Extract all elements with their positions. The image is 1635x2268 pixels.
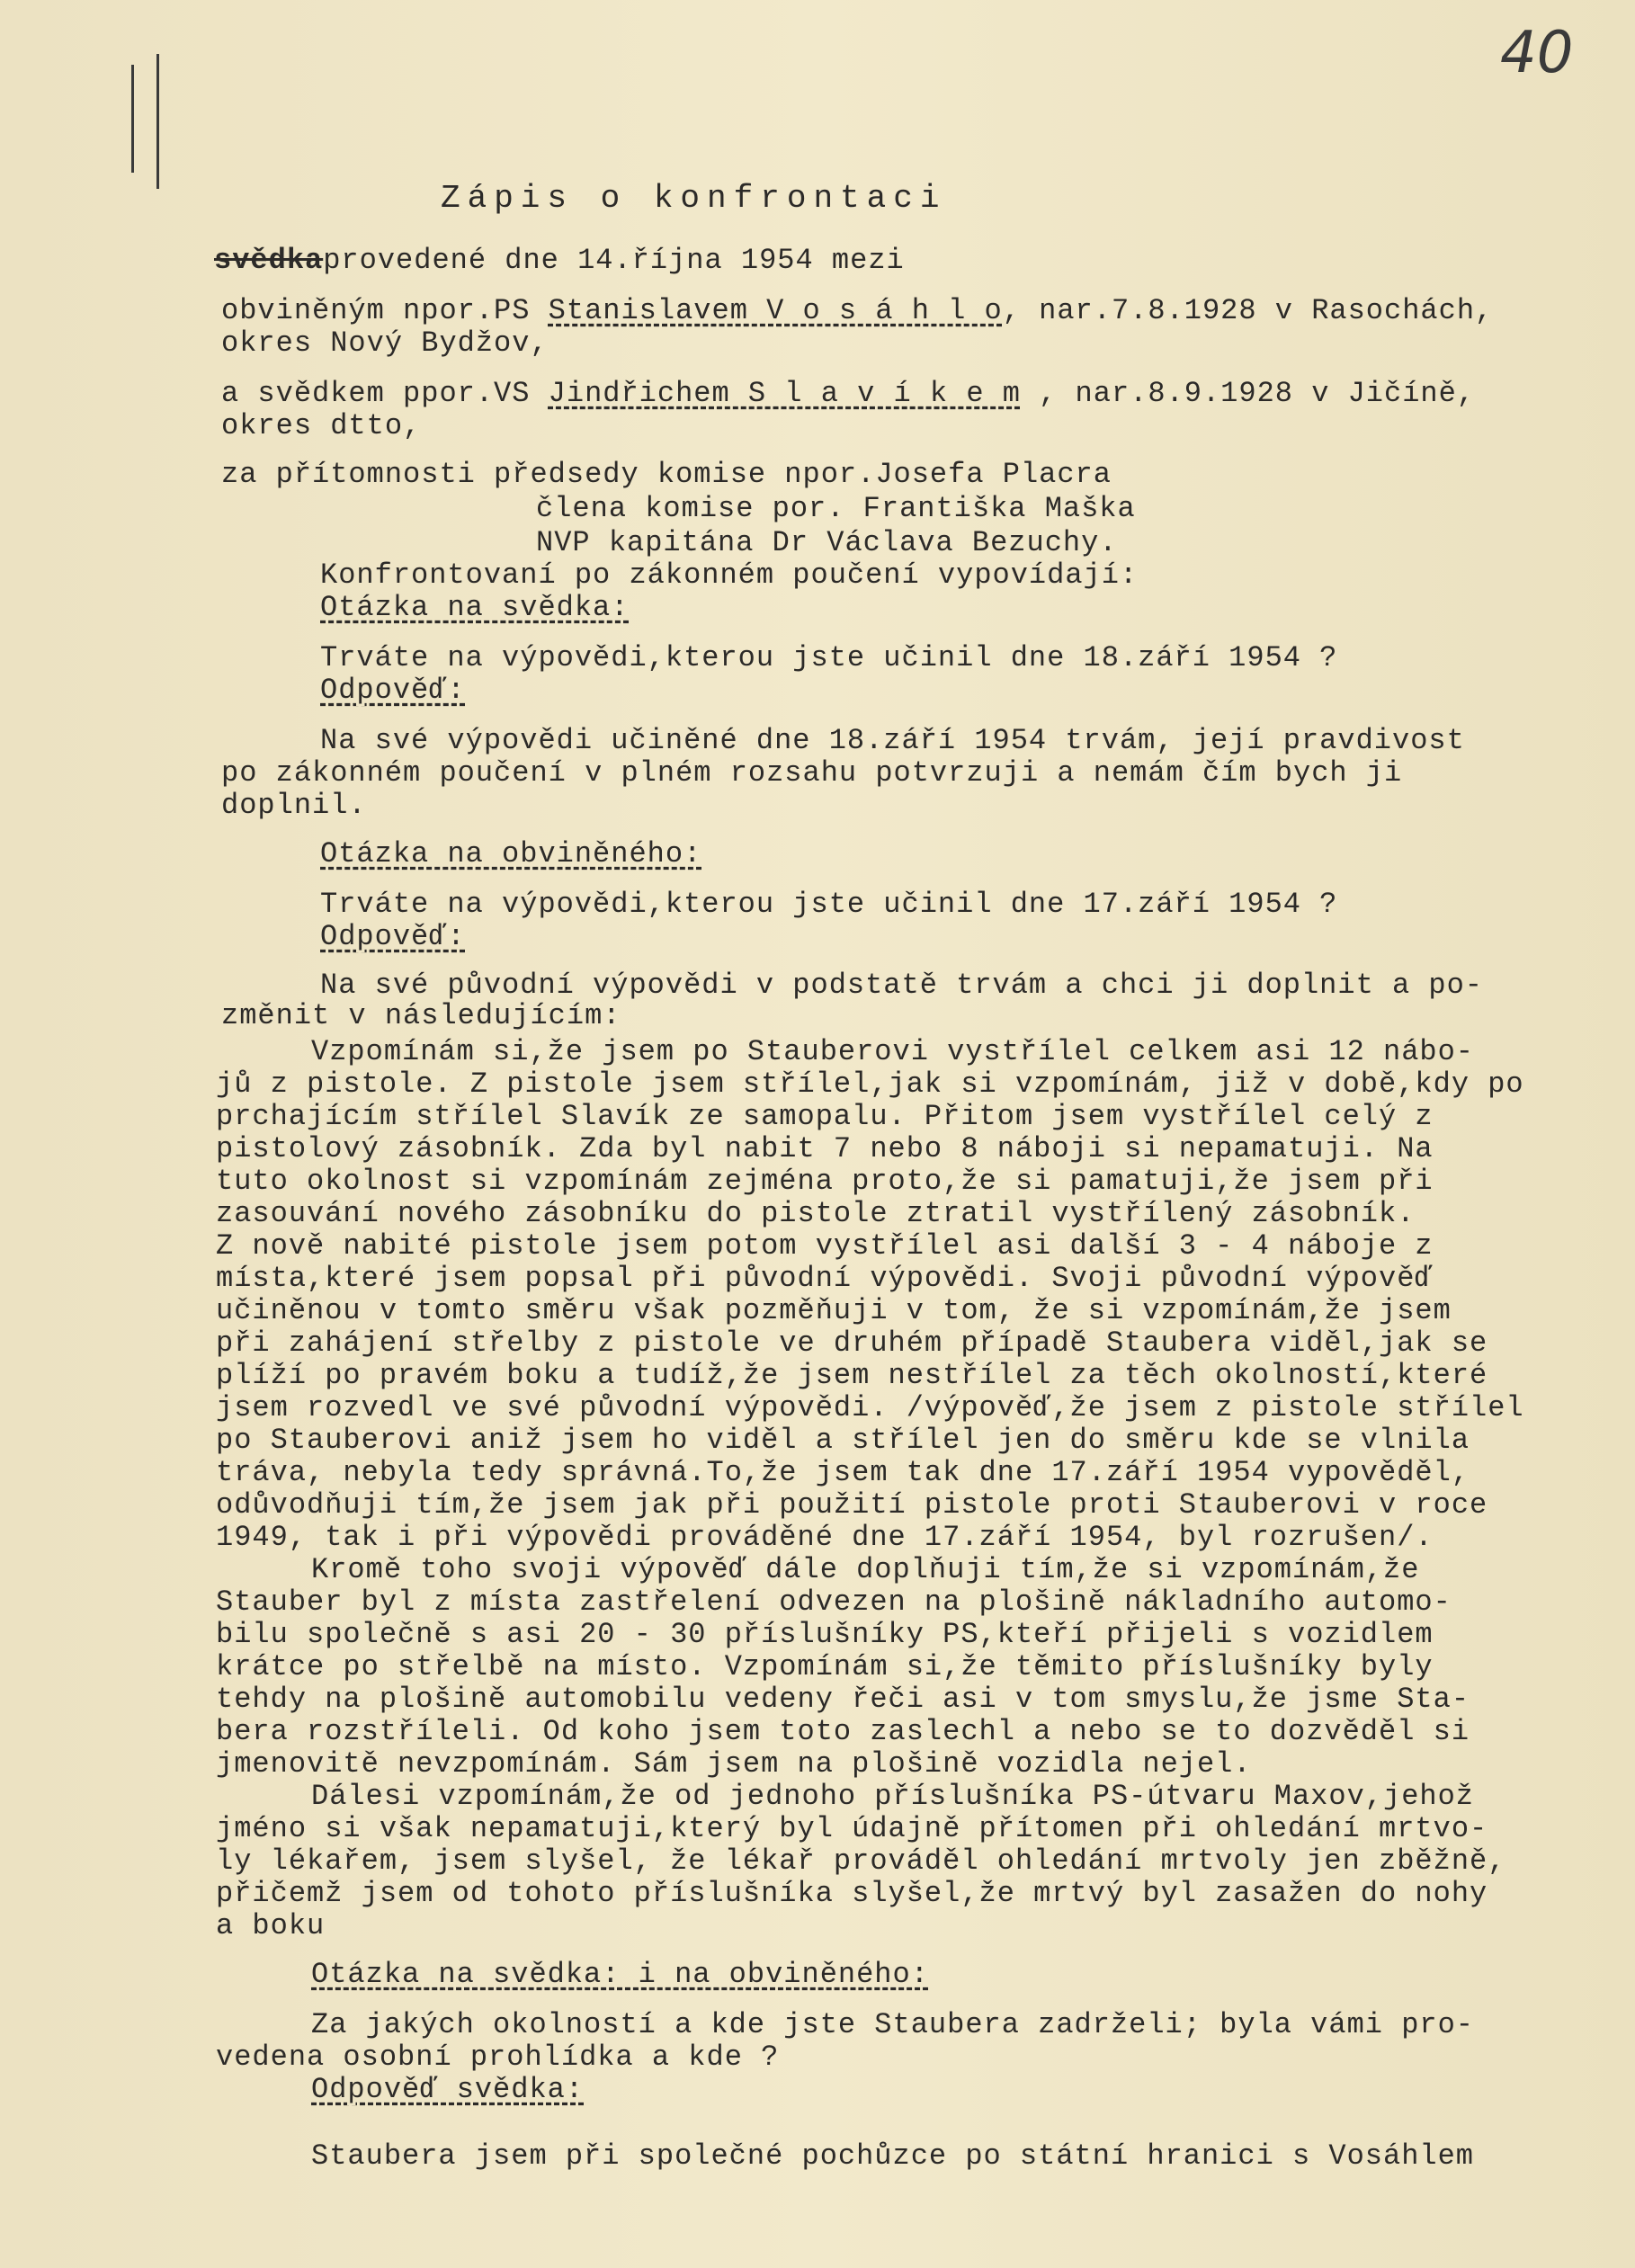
- text-line: [311, 2140, 1474, 2173]
- text-segment: tehdy na plošině automobilu vedeny řeči asi v tom smyslu,že jsme Sta-: [216, 1683, 1470, 1716]
- text-segment: 1949, tak i při výpovědi prováděné dne 17.září 1954, byl rozrušen/.: [216, 1521, 1434, 1554]
- text-line: [320, 592, 629, 624]
- text-line: [221, 459, 1112, 491]
- text-segment: při zahájení střelby z pistole ve druhém případě Staubera viděl,jak se: [216, 1326, 1488, 1360]
- text-segment: za přítomnosti předsedy komise npor.Josefa Placra: [221, 458, 1112, 491]
- text-segment: místa,které jsem popsal při původní výpovědi. Svoji původní výpověď: [216, 1262, 1434, 1295]
- underlined-text: Odpověď:: [320, 920, 466, 953]
- text-segment: změnit v následujícím:: [221, 999, 621, 1032]
- text-line: [216, 1813, 1488, 1845]
- text-line: [216, 1845, 1505, 1878]
- text-segment: jů z pistole. Z pistole jsem střílel,jak si vzpomínám, již v době,kdy po: [216, 1067, 1524, 1101]
- text-segment: obviněným npor.PS: [221, 294, 549, 327]
- text-line: [320, 642, 1337, 674]
- text-line: [311, 2009, 1474, 2041]
- text-line: [216, 1295, 1452, 1327]
- text-segment: , nar.7.8.1928 v Rasochách,: [1002, 294, 1494, 327]
- text-segment: doplnil.: [221, 789, 367, 822]
- text-line: [216, 1360, 1488, 1392]
- text-line: [216, 1489, 1488, 1522]
- underlined-text: Otázka na obviněného:: [320, 837, 702, 871]
- text-segment: učiněnou v tomto směru však pozměňuji v tom, že si vzpomínám,že jsem: [216, 1294, 1452, 1327]
- text-segment: Z nově nabité pistole jsem potom vystřílel asi další 3 - 4 náboje z: [216, 1229, 1434, 1263]
- text-line: [216, 1619, 1434, 1651]
- text-line: [221, 378, 1475, 410]
- text-line: [216, 1522, 1434, 1554]
- text-segment: provedené dne 14.října 1954 mezi: [323, 244, 905, 277]
- text-line: [221, 295, 1493, 327]
- text-segment: Na své původní výpovědi v podstatě trvám a chci ji doplnit a po-: [320, 969, 1483, 1002]
- text-segment: po Stauberovi aniž jsem ho viděl a střílel jen do směru kde se vlnila: [216, 1424, 1470, 1457]
- text-segment: tráva, nebyla tedy správná.To,že jsem tak dne 17.září 1954 vypověděl,: [216, 1456, 1470, 1489]
- margin-mark-right: [156, 54, 159, 189]
- text-line: [216, 1263, 1434, 1295]
- text-segment: a boku: [216, 1909, 326, 1942]
- text-line: [216, 1327, 1488, 1360]
- text-line: [216, 1133, 1434, 1165]
- text-line: [216, 1651, 1434, 1683]
- text-line: [311, 1554, 1419, 1586]
- text-line: [311, 2074, 584, 2106]
- text-line: [216, 1586, 1452, 1619]
- text-line: [320, 888, 1337, 921]
- text-segment: prchajícím střílel Slavík ze samopalu. Přitom jsem vystřílel celý z: [216, 1100, 1434, 1133]
- text-line: [216, 1716, 1470, 1748]
- text-line: [221, 327, 549, 360]
- text-segment: bera rozstříleli. Od koho jsem toto zaslechl a nebo se to dozvěděl si: [216, 1715, 1470, 1748]
- text-segment: člena komise por. Františka Maška: [536, 492, 1136, 525]
- text-segment: , nar.8.9.1928 v Jičíně,: [1020, 377, 1476, 410]
- text-line: [216, 1683, 1470, 1716]
- text-segment: po zákonném poučení v plném rozsahu potvrzuji a nemám čím bych ji: [221, 756, 1403, 790]
- text-line: [216, 1457, 1470, 1489]
- text-line: [536, 493, 1136, 525]
- text-line: [216, 1424, 1470, 1457]
- text-segment: okres dtto,: [221, 409, 422, 442]
- text-line: [221, 790, 367, 822]
- text-segment: jméno si však nepamatuji,který byl údajně přítomen při ohledání mrtvo-: [216, 1812, 1488, 1845]
- text-segment: jsem rozvedl ve své původní výpovědi. /výpověď,že jsem z pistole střílel: [216, 1391, 1524, 1424]
- text-line: [216, 1068, 1524, 1101]
- underlined-text: Jindřichem S l a v í k e m: [548, 377, 1021, 410]
- text-segment: odůvodňuji tím,že jsem jak při použití pistole proti Stauberovi v roce: [216, 1488, 1488, 1522]
- page-number: 40: [1500, 20, 1574, 86]
- text-line: [216, 1392, 1524, 1424]
- text-line: [216, 1878, 1488, 1910]
- text-line: [311, 1036, 1474, 1068]
- text-segment: vedena osobní prohlídka a kde ?: [216, 2040, 780, 2074]
- text-segment: Kromě toho svoji výpověď dále doplňuji tím,že si vzpomínám,že: [311, 1553, 1420, 1586]
- text-line: [214, 245, 905, 277]
- text-line: [320, 969, 1483, 1002]
- text-line: [536, 527, 1118, 559]
- text-line: [320, 725, 1465, 757]
- text-segment: Za jakých okolností a kde jste Staubera zadrželi; byla vámi pro-: [311, 2008, 1474, 2041]
- text-segment: plíží po pravém boku a tudíž,že jsem nestřílel za těch okolností,které: [216, 1359, 1488, 1392]
- text-segment: zasouvání nového zásobníku do pistole ztratil vystřílený zásobník.: [216, 1197, 1416, 1230]
- text-segment: Konfrontovaní po zákonném poučení vypovídají:: [320, 558, 1139, 592]
- text-segment: a svědkem ppor.VS: [221, 377, 549, 410]
- text-segment: Trváte na výpovědi,kterou jste učinil dne 18.září 1954 ?: [320, 641, 1338, 674]
- text-segment: Dálesi vzpomínám,že od jednoho příslušníka PS-útvaru Maxov,jehož: [311, 1780, 1474, 1813]
- text-segment: tuto okolnost si vzpomínám zejména proto,že si pamatuji,že jsem při: [216, 1165, 1434, 1198]
- margin-mark-left: [131, 65, 134, 173]
- text-segment: jmenovitě nevzpomínám. Sám jsem na plošině vozidla nejel.: [216, 1747, 1252, 1781]
- underlined-text: Otázka na svědka: i na obviněného:: [311, 1958, 929, 1991]
- underlined-text: Odpověď svědka:: [311, 2073, 585, 2106]
- text-line: [320, 674, 466, 707]
- text-segment: NVP kapitána Dr Václava Bezuchy.: [536, 526, 1118, 559]
- text-line: [216, 2041, 779, 2074]
- text-line: [320, 559, 1138, 592]
- text-segment: Stauber byl z místa zastřelení odvezen na plošině nákladního automo-: [216, 1585, 1452, 1619]
- document-title: Zápis o konfrontaci: [441, 180, 947, 217]
- text-segment: Vzpomínám si,že jsem po Stauberovi vystřílel celkem asi 12 nábo-: [311, 1035, 1474, 1068]
- text-segment: Na své výpovědi učiněné dne 18.září 1954 trvám, její pravdivost: [320, 724, 1465, 757]
- text-line: [221, 757, 1402, 790]
- text-line: [311, 1959, 929, 1991]
- text-line: [320, 838, 701, 871]
- text-line: [216, 1910, 325, 1942]
- text-line: [216, 1165, 1434, 1198]
- text-line: [221, 1000, 621, 1032]
- text-line: [311, 1781, 1474, 1813]
- underlined-text: Odpověď:: [320, 674, 466, 707]
- text-line: [216, 1230, 1434, 1263]
- text-line: [320, 921, 466, 953]
- text-line: [216, 1198, 1415, 1230]
- text-segment: Staubera jsem při společné pochůzce po státní hranici s Vosáhlem: [311, 2139, 1474, 2173]
- text-segment: okres Nový Bydžov,: [221, 326, 549, 360]
- underlined-text: Stanislavem V o s á h l o: [548, 294, 1003, 327]
- struck-text: svědka: [214, 244, 324, 277]
- text-line: [216, 1748, 1252, 1781]
- text-segment: přičemž jsem od tohoto příslušníka slyšel,že mrtvý byl zasažen do nohy: [216, 1877, 1488, 1910]
- text-segment: pistolový zásobník. Zda byl nabit 7 nebo 8 náboji si nepamatuji. Na: [216, 1132, 1434, 1165]
- text-segment: Trváte na výpovědi,kterou jste učinil dne 17.září 1954 ?: [320, 888, 1338, 921]
- text-line: [221, 410, 421, 442]
- text-line: [216, 1101, 1434, 1133]
- text-segment: ly lékařem, jsem slyšel, že lékař prováděl ohledání mrtvoly jen zběžně,: [216, 1844, 1506, 1878]
- underlined-text: Otázka na svědka:: [320, 591, 630, 624]
- text-segment: krátce po střelbě na místo. Vzpomínám si,že těmito příslušníky byly: [216, 1650, 1434, 1683]
- text-segment: bilu společně s asi 20 - 30 příslušníky PS,kteří přijeli s vozidlem: [216, 1618, 1434, 1651]
